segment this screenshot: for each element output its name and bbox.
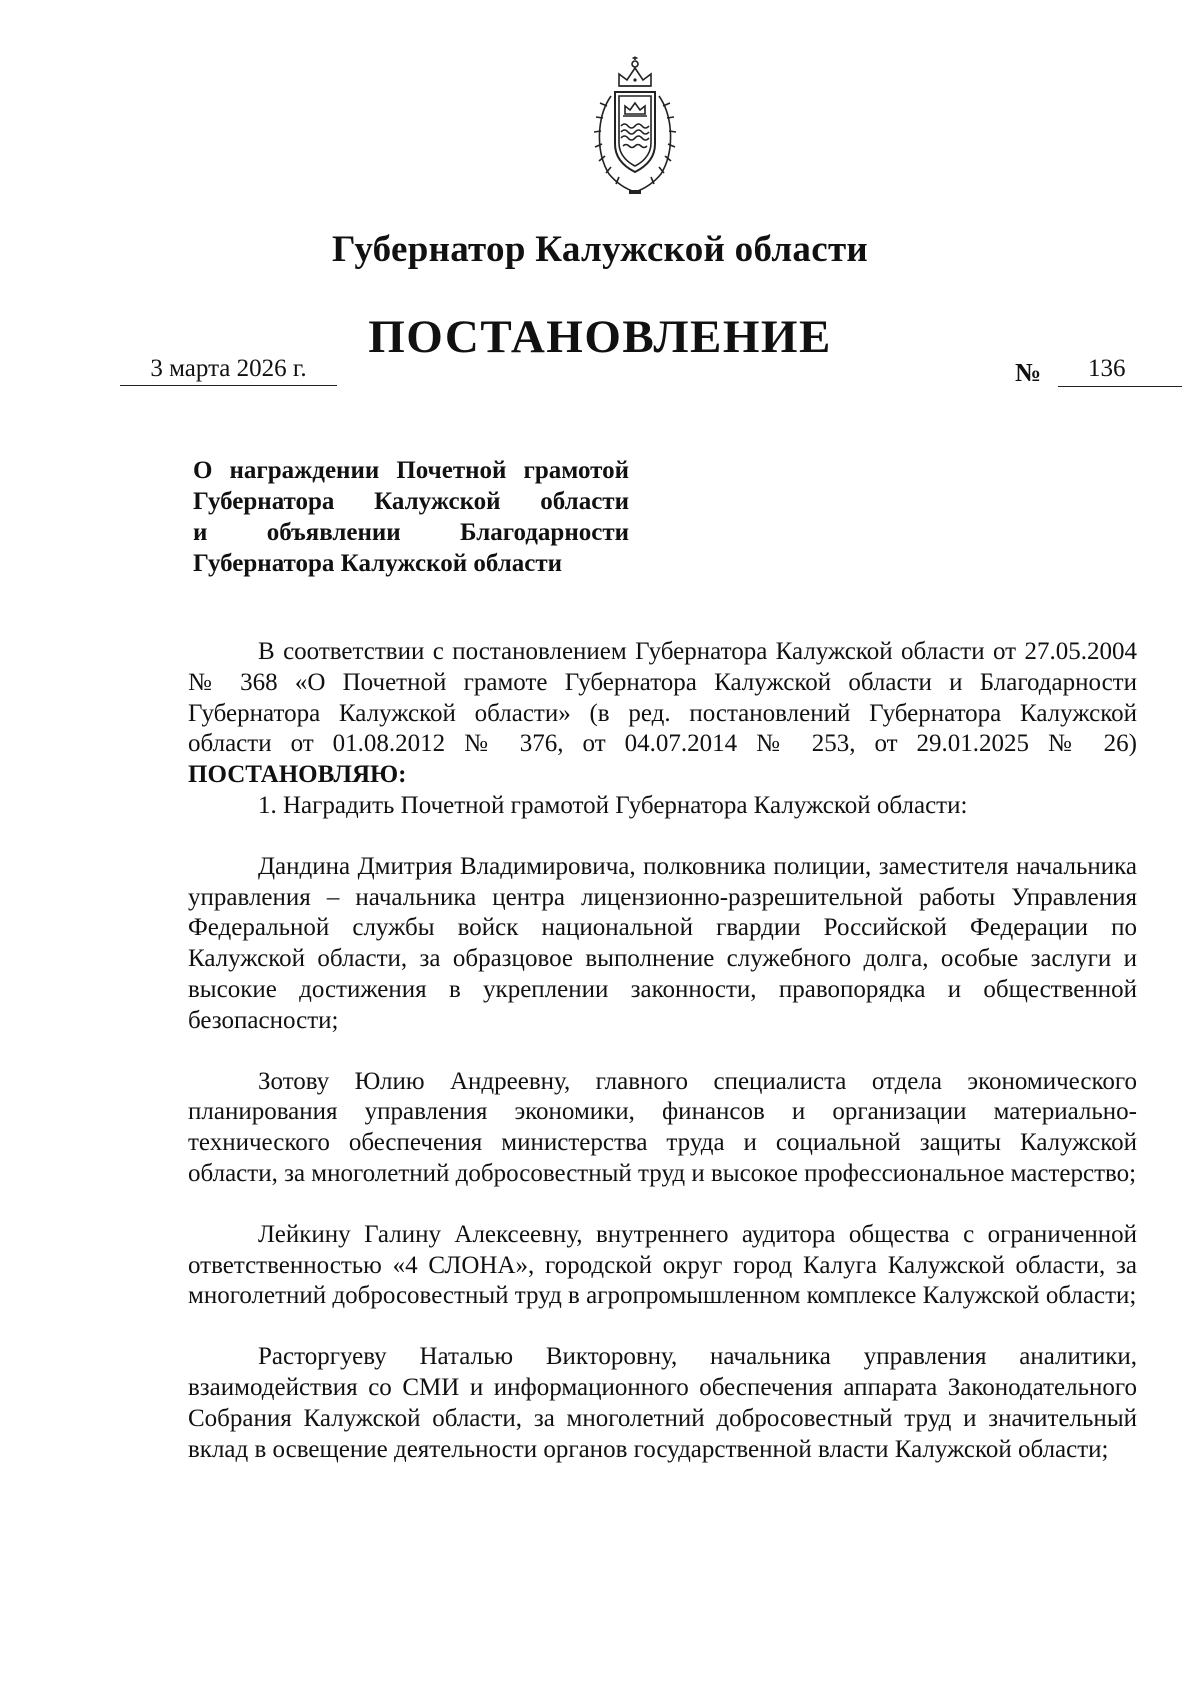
item-1-heading: 1. Наградить Почетной грамотой Губернатора Калужской области: bbox=[258, 791, 968, 819]
preamble-text: В соответствии с постановлением Губернатора Калужской области от 27.05.2004 № 368 «О Почетной грамоте Губернатора Калужской области и Благодарности Губернатора Калужской области» (в ред. постановлений Губернатора Калужской области от 01.08.2012 № 376, от 04.07.2014 № 253, от 29.01.2025 № 26) bbox=[188, 638, 1137, 758]
subject-line: и объявлении Благодарности bbox=[193, 519, 629, 546]
subject-line: О награждении Почетной грамотой bbox=[193, 457, 629, 484]
awardee-paragraph: Лейкину Галину Алексеевну, внутреннего аудитора общества с ограниченной ответственностью «4 СЛОНА», городской округ город Калуга Калужской области, за многолетний добросовестный труд в агропромышленном комплексе Калужской области; bbox=[188, 1220, 1137, 1310]
document-number bbox=[1015, 355, 1126, 388]
preamble-paragraph bbox=[188, 637, 1137, 791]
number-value: 136 bbox=[1058, 355, 1182, 387]
issuing-authority: Губернатор Калужской области bbox=[331, 229, 869, 270]
awardee-paragraph: Дандина Дмитрия Владимировича, полковника полиции, заместителя начальника управления – начальника центра лицензионно-разрешительной работы Управления Федеральной службы войск национальной гвардии Российской Федерации по Калужской области, за образцовое выполнение служебного долга, особые заслуги и высокие достижения в укреплении законности, правопорядка и общественной безопасности; bbox=[188, 852, 1137, 1034]
document-type: ПОСТАНОВЛЕНИЕ bbox=[368, 311, 832, 363]
resolve-word: ПОСТАНОВЛЯЮ: bbox=[188, 761, 407, 789]
document-body bbox=[188, 637, 1137, 1465]
number-sign: № bbox=[1015, 358, 1042, 387]
document-date: 3 марта 2026 г. bbox=[120, 355, 337, 386]
document-subject bbox=[193, 455, 629, 579]
awardee-paragraph: Зотову Юлию Андреевну, главного специалиста отдела экономического планирования управления экономики, финансов и организации материально-технического обеспечения министерства труда и социальной защиты Калужской области, за многолетний добросовестный труд и высокое профессиональное мастерство; bbox=[188, 1067, 1137, 1187]
awardee-paragraph: Расторгуеву Наталью Викторовну, начальника управления аналитики, взаимодействия со СМИ и информационного обеспечения аппарата Законодательного Собрания Калужской области, за многолетний добросовестный труд и значительный вклад в освещение деятельности органов государственной власти Калужской области; bbox=[188, 1343, 1137, 1463]
subject-line: Губернатора Калужской области bbox=[193, 488, 629, 515]
coat-of-arms-icon bbox=[585, 56, 685, 198]
subject-line: Губернатора Калужской области bbox=[193, 550, 563, 577]
